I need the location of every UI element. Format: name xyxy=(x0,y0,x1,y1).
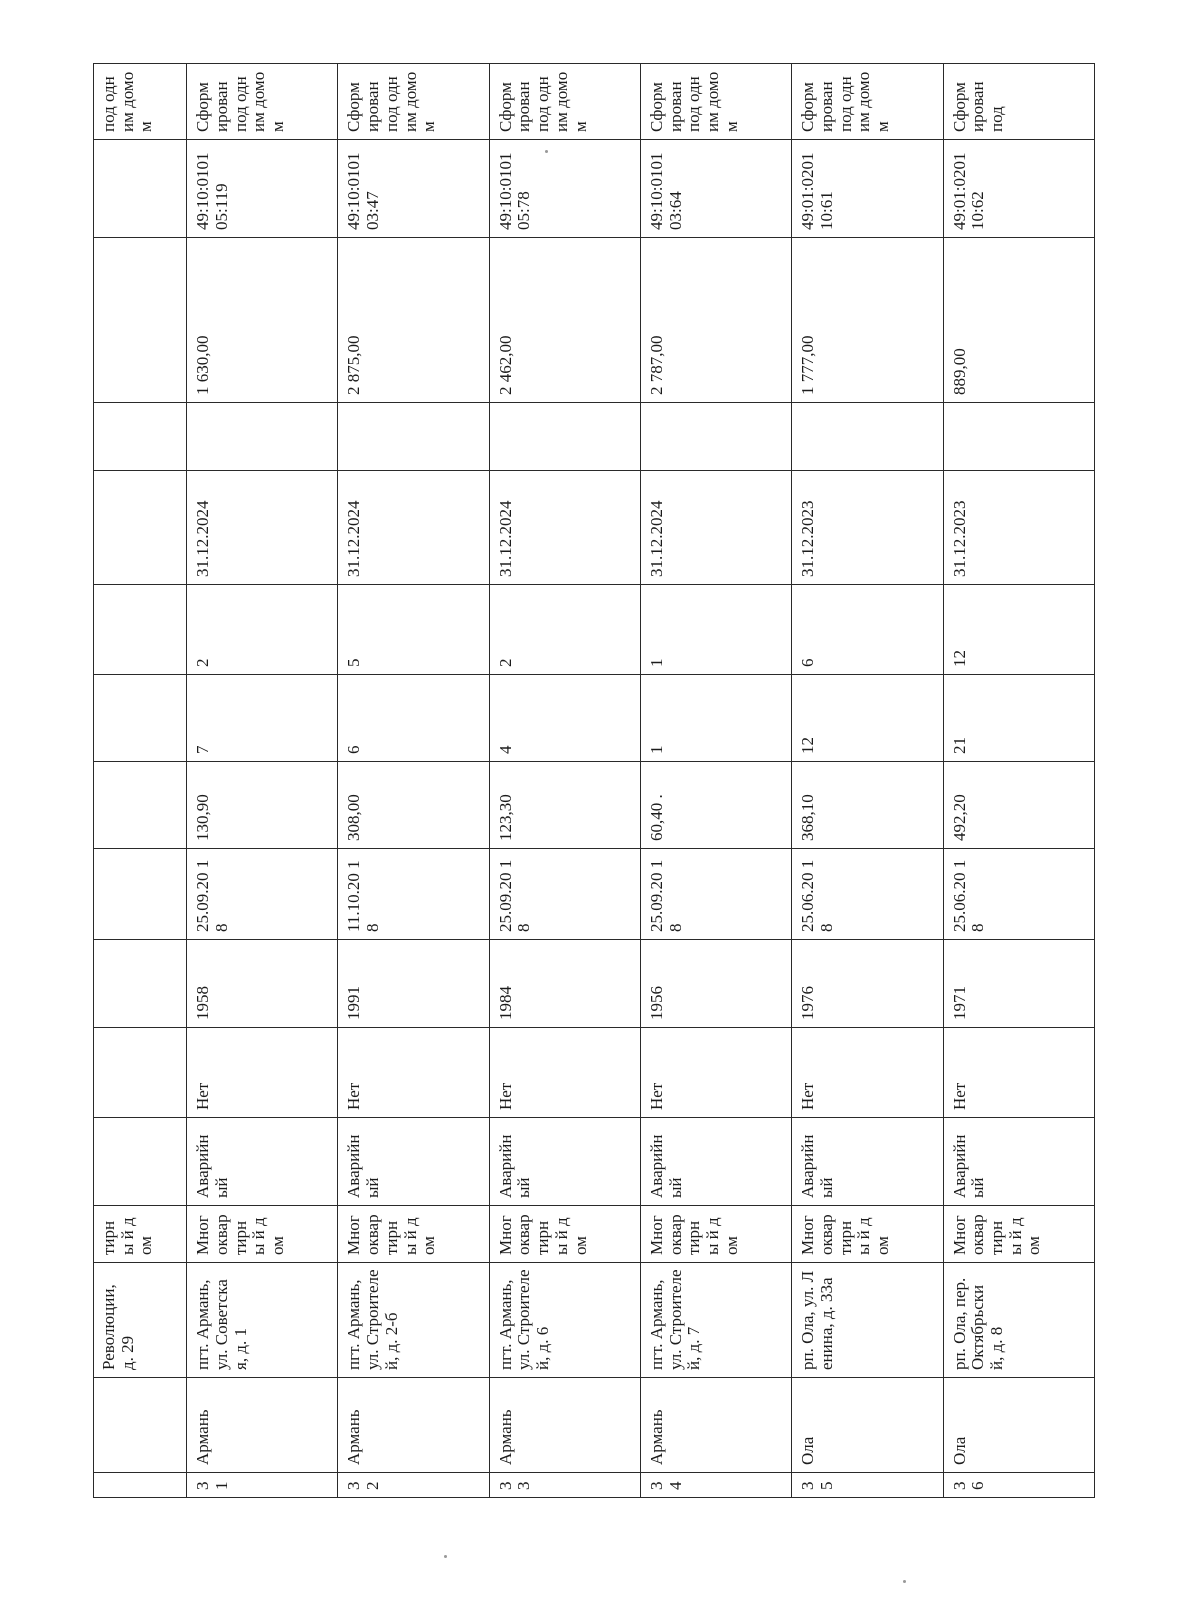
cell-apartments: 6 xyxy=(792,585,943,675)
cell-land-area: 889,00 xyxy=(943,238,1094,403)
cell-cadastral-number: 49:10:0101 03:64 xyxy=(641,140,792,238)
cell-flag: Нет xyxy=(943,1028,1094,1118)
cell-land-area: 1 630,00 xyxy=(187,238,338,403)
cell-residents: 7 xyxy=(187,675,338,762)
cell-settlement: Армань xyxy=(489,1378,640,1473)
table-row xyxy=(338,64,489,1498)
cell-number: 36 xyxy=(943,1473,1094,1498)
cell-apartments: 2 xyxy=(489,585,640,675)
cell-address: рп. Ола, ул. Ленина, д. 33а xyxy=(792,1263,943,1378)
cell-residents: 1 xyxy=(641,675,792,762)
cell-land-note: Сформ ирован под одним домом xyxy=(489,64,640,140)
cell-flag: Нет xyxy=(489,1028,640,1118)
cell-area xyxy=(94,762,187,849)
cell-empty xyxy=(641,403,792,471)
cell-area: 492,20 xyxy=(943,762,1094,849)
cell-deadline: 31.12.2024 xyxy=(338,471,489,585)
cell-year: 1976 xyxy=(792,940,943,1028)
cell-settlement: Ола xyxy=(943,1378,1094,1473)
cell-apartments: 5 xyxy=(338,585,489,675)
cell-land-note: под одним домом xyxy=(94,64,187,140)
cell-land-area: 1 777,00 xyxy=(792,238,943,403)
cell-cadastral-number: 49:01:0201 10:61 xyxy=(792,140,943,238)
cell-year: 1956 xyxy=(641,940,792,1028)
cell-land-area xyxy=(94,238,187,403)
cell-residents: 6 xyxy=(338,675,489,762)
cell-status: Аварийн ый xyxy=(641,1118,792,1206)
cell-settlement: Ола xyxy=(792,1378,943,1473)
cell-status: Аварийн ый xyxy=(792,1118,943,1206)
cell-flag: Нет xyxy=(792,1028,943,1118)
cell-apartments: 1 xyxy=(641,585,792,675)
cell-cadastral-number: 49:01:0201 10:62 xyxy=(943,140,1094,238)
cell-date-recognized: 25.09.20 18 xyxy=(187,849,338,940)
cell-building-type: Мног оквар тирны й дом xyxy=(338,1206,489,1263)
cell-land-area: 2 462,00 xyxy=(489,238,640,403)
cell-deadline: 31.12.2023 xyxy=(943,471,1094,585)
cell-land-note: Сформ ирован под одним домом xyxy=(187,64,338,140)
cell-address: пгт. Армань, ул. Строителей, д. 2-б xyxy=(338,1263,489,1378)
cell-empty xyxy=(94,403,187,471)
cell-date-recognized: 11.10.20 18 xyxy=(338,849,489,940)
cell-empty xyxy=(943,403,1094,471)
cell-land-area: 2 875,00 xyxy=(338,238,489,403)
cell-status: Аварийн ый xyxy=(187,1118,338,1206)
cell-year: 1958 xyxy=(187,940,338,1028)
cell-settlement: Армань xyxy=(187,1378,338,1473)
cell-area: 308,00 xyxy=(338,762,489,849)
cell-year: 1971 xyxy=(943,940,1094,1028)
cell-deadline: 31.12.2023 xyxy=(792,471,943,585)
cell-year: 1991 xyxy=(338,940,489,1028)
cell-number: 35 xyxy=(792,1473,943,1498)
cell-year xyxy=(94,940,187,1028)
cell-number xyxy=(94,1473,187,1498)
cell-flag xyxy=(94,1028,187,1118)
cell-land-note: Сформ ирован под одним домом xyxy=(641,64,792,140)
cell-residents: 4 xyxy=(489,675,640,762)
cell-cadastral-number: 49:10:0101 05:119 xyxy=(187,140,338,238)
cell-address: Революции, д. 29 xyxy=(94,1263,187,1378)
cell-land-note: Сформ ирован под одним домом xyxy=(338,64,489,140)
cell-date-recognized: 25.06.20 18 xyxy=(943,849,1094,940)
cell-flag: Нет xyxy=(641,1028,792,1118)
table-row xyxy=(187,64,338,1498)
cell-apartments xyxy=(94,585,187,675)
cell-status: Аварийн ый xyxy=(943,1118,1094,1206)
cell-address: пгт. Армань, ул. Советская, д. 1 xyxy=(187,1263,338,1378)
cell-deadline: 31.12.2024 xyxy=(187,471,338,585)
cell-settlement: Армань xyxy=(338,1378,489,1473)
table-row xyxy=(489,64,640,1498)
cell-building-type: Мног оквар тирны й дом xyxy=(187,1206,338,1263)
cell-empty xyxy=(338,403,489,471)
cell-deadline: 31.12.2024 xyxy=(489,471,640,585)
cell-empty xyxy=(187,403,338,471)
housing-register-table xyxy=(93,63,1095,1498)
cell-settlement xyxy=(94,1378,187,1473)
cell-deadline: 31.12.2024 xyxy=(641,471,792,585)
cell-building-type: Мног оквар тирны й дом xyxy=(792,1206,943,1263)
cell-year: 1984 xyxy=(489,940,640,1028)
cell-area: 60,40 . xyxy=(641,762,792,849)
cell-deadline xyxy=(94,471,187,585)
scan-speck xyxy=(903,1580,906,1583)
cell-settlement: Армань xyxy=(641,1378,792,1473)
cell-residents xyxy=(94,675,187,762)
cell-date-recognized xyxy=(94,849,187,940)
cell-cadastral-number xyxy=(94,140,187,238)
continuation-row xyxy=(94,64,187,1498)
cell-residents: 21 xyxy=(943,675,1094,762)
cell-status xyxy=(94,1118,187,1206)
cell-cadastral-number: 49:10:0101 05:78 xyxy=(489,140,640,238)
table-body xyxy=(94,64,1095,1498)
cell-empty xyxy=(792,403,943,471)
cell-address: пгт. Армань, ул. Строителей, д. 6 xyxy=(489,1263,640,1378)
table-row xyxy=(792,64,943,1498)
table-row xyxy=(943,64,1094,1498)
cell-area: 130,90 xyxy=(187,762,338,849)
cell-number: 31 xyxy=(187,1473,338,1498)
cell-empty xyxy=(489,403,640,471)
cell-number: 33 xyxy=(489,1473,640,1498)
cell-land-note: Сформ ирован под xyxy=(943,64,1094,140)
cell-building-type: Мног оквар тирны й дом xyxy=(489,1206,640,1263)
cell-building-type: Мног оквар тирны й дом xyxy=(943,1206,1094,1263)
cell-residents: 12 xyxy=(792,675,943,762)
cell-date-recognized: 25.09.20 18 xyxy=(641,849,792,940)
cell-building-type: тирны й дом xyxy=(94,1206,187,1263)
scan-speck xyxy=(444,1555,447,1558)
cell-land-area: 2 787,00 xyxy=(641,238,792,403)
cell-building-type: Мног оквар тирны й дом xyxy=(641,1206,792,1263)
cell-number: 32 xyxy=(338,1473,489,1498)
cell-flag: Нет xyxy=(187,1028,338,1118)
cell-status: Аварийн ый xyxy=(338,1118,489,1206)
scan-speck xyxy=(545,150,548,153)
cell-number: 34 xyxy=(641,1473,792,1498)
cell-apartments: 12 xyxy=(943,585,1094,675)
rotated-document-sheet xyxy=(93,71,1095,1498)
cell-area: 123,30 xyxy=(489,762,640,849)
cell-address: пгт. Армань, ул. Строителей, д. 7 xyxy=(641,1263,792,1378)
cell-status: Аварийн ый xyxy=(489,1118,640,1206)
cell-date-recognized: 25.09.20 18 xyxy=(489,849,640,940)
cell-address: рп. Ола, пер. Октябрьски й, д. 8 xyxy=(943,1263,1094,1378)
cell-flag: Нет xyxy=(338,1028,489,1118)
cell-cadastral-number: 49:10:0101 03:47 xyxy=(338,140,489,238)
cell-date-recognized: 25.06.20 18 xyxy=(792,849,943,940)
cell-land-note: Сформ ирован под одним домом xyxy=(792,64,943,140)
cell-apartments: 2 xyxy=(187,585,338,675)
cell-area: 368,10 xyxy=(792,762,943,849)
table-row xyxy=(641,64,792,1498)
